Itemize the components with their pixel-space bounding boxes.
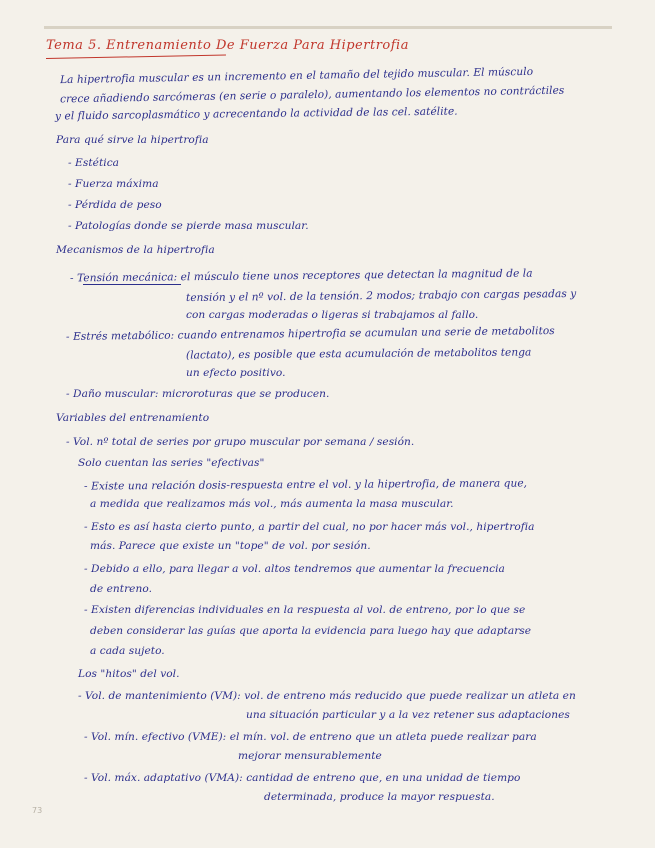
heading: Los "hitos" del vol.: [78, 668, 180, 680]
heading: Variables del entrenamiento: [56, 412, 210, 424]
text-line: determinada, produce la mayor respuesta.: [264, 791, 495, 803]
heading: Para qué sirve la hipertrofia: [56, 134, 209, 146]
list-item: - Estética: [68, 157, 120, 169]
underline-tension: [83, 284, 181, 285]
text-line: - Vol. nº total de series por grupo muscular por semana / sesión.: [66, 436, 415, 448]
sheet-edge: [44, 26, 612, 29]
text-line: un efecto positivo.: [186, 367, 286, 379]
list-item: - Patologías donde se pierde masa muscular.: [68, 220, 309, 232]
page-number: 73: [32, 806, 43, 815]
text-line: Solo cuentan las series "efectivas": [78, 457, 265, 469]
text-line: a medida que realizamos más vol., más aumenta la masa muscular.: [90, 498, 454, 510]
text-line: con cargas moderadas o ligeras si trabajamos al fallo.: [186, 309, 479, 321]
heading: Mecanismos de la hipertrofia: [56, 244, 215, 256]
text-line: (lactato), es posible que esta acumulación de metabolitos tenga: [185, 346, 532, 362]
text-line: - Tensión mecánica: el músculo tiene unos receptores que detectan la magnitud de la: [69, 267, 533, 285]
text-line: mejorar mensurablemente: [238, 750, 382, 762]
text-line: - Estrés metabólico: cuando entrenamos hipertrofia se acumulan una serie de metabolitos: [65, 325, 555, 343]
text-line: - Vol. de mantenimiento (VM): vol. de entreno más reducido que puede realizar un atleta en: [78, 690, 576, 702]
text-line: tensión y el nº vol. de la tensión. 2 modos; trabajo con cargas pesadas y: [185, 287, 577, 305]
text-line: - Existen diferencias individuales en la respuesta al vol. de entreno, por lo que se: [84, 604, 526, 616]
text-line: - Existe una relación dosis-respuesta entre el vol. y la hipertrofia, de manera que,: [83, 477, 528, 493]
list-item: - Fuerza máxima: [68, 178, 159, 190]
text-line: La hipertrofia muscular es un incremento en el tamaño del tejido muscular. El músculo: [59, 65, 534, 87]
page-title: Tema 5. Entrenamiento De Fuerza Para Hipertrofia: [46, 38, 409, 53]
text-line: - Vol. mín. efectivo (VME): el mín. vol. de entreno que un atleta puede realizar para: [84, 731, 537, 743]
text-line: - Debido a ello, para llegar a vol. altos tendremos que aumentar la frecuencia: [84, 563, 505, 575]
text-line: más. Parece que existe un "tope" de vol. por sesión.: [90, 540, 371, 552]
text-line: a cada sujeto.: [90, 645, 165, 657]
title-underline: [46, 55, 226, 59]
text-line: - Vol. máx. adaptativo (VMA): cantidad de entreno que, en una unidad de tiempo: [84, 772, 521, 784]
list-item: - Pérdida de peso: [68, 199, 162, 211]
text-line: - Daño muscular: microroturas que se producen.: [66, 388, 330, 400]
text-line: una situación particular y a la vez retener sus adaptaciones: [246, 709, 570, 721]
text-line: y el fluido sarcoplasmático y acrecentando la actividad de las cel. satélite.: [54, 105, 458, 123]
text-line: - Esto es así hasta cierto punto, a partir del cual, no por hacer más vol., hipertrofia: [84, 521, 535, 533]
text-line: deben considerar las guías que aporta la evidencia para luego hay que adaptarse: [90, 625, 532, 637]
text-line: crece añadiendo sarcómeras (en serie o paralelo), aumentando los elementos no contráctiles: [59, 84, 565, 106]
text-line: de entreno.: [90, 583, 153, 595]
